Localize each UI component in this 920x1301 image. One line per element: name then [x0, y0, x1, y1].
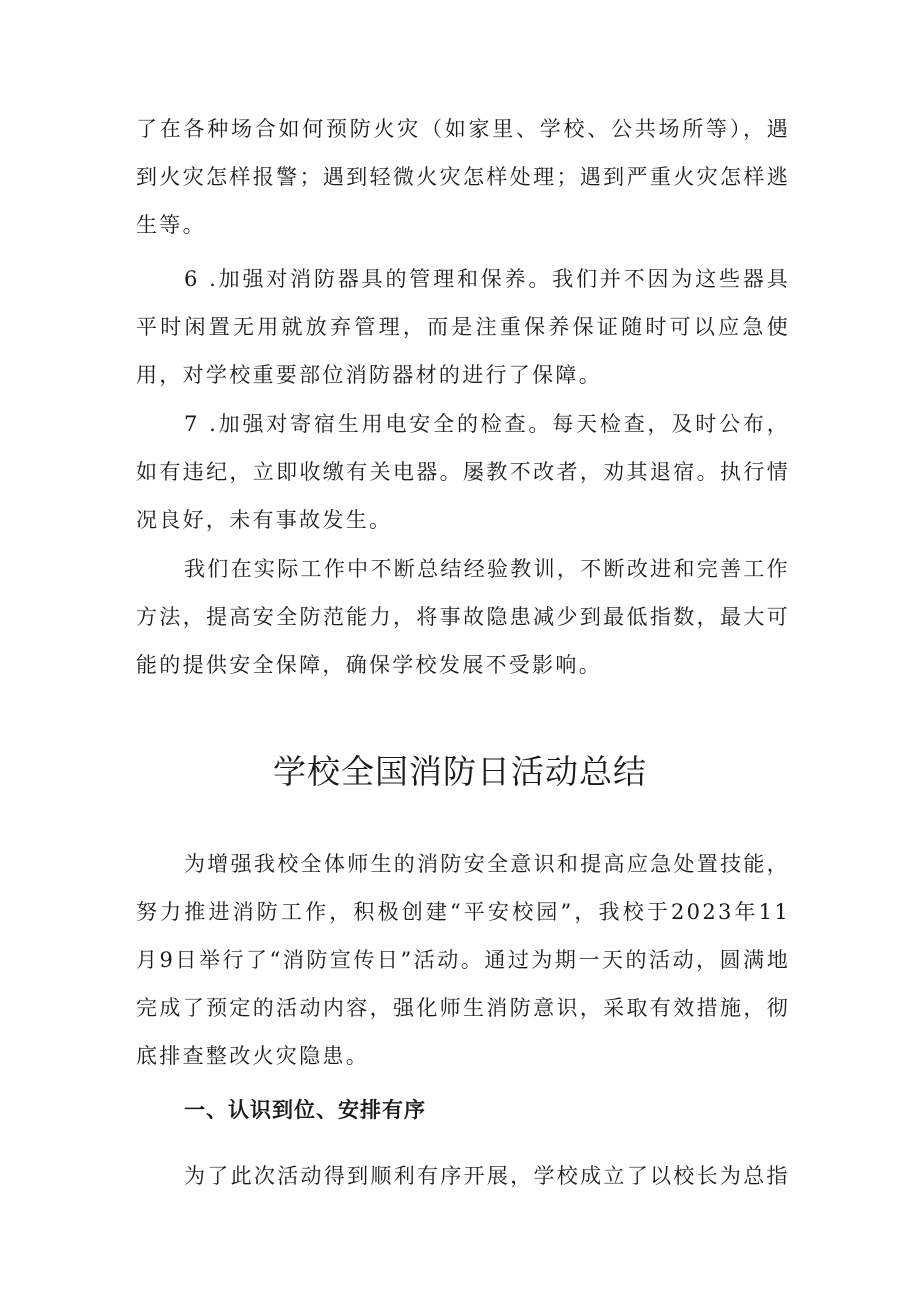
paragraph-conclusion: 我们在实际工作中不断总结经验教训，不断改进和完善工作方法，提高安全防范能力，将事故隐患减少到最低指数，最大可能的提供安全保障，确保学校发展不受影响。 — [136, 557, 790, 677]
paragraph-continued: 了在各种场合如何预防火灾（如家里、学校、公共场所等），遇到火灾怎样报警；遇到轻微火灾怎样处理；遇到严重火灾怎样逃生等。 — [136, 117, 790, 237]
document-title: 学校全国消防日活动总结 — [273, 752, 647, 791]
paragraph-item-6: 6 .加强对消防器具的管理和保养。我们并不因为这些器具平时闲置无用就放弃管理，而是注重保养保证随时可以应急使用，对学校重要部位消防器材的进行了保障。 — [136, 267, 790, 387]
paragraph-intro: 为增强我校全体师生的消防安全意识和提高应急处置技能，努力推进消防工作，积极创建“平安校园”，我校于2023年11月9日举行了“消防宣传日”活动。通过为期一天的活动，圆满地完成了预定的活动内容，强化师生消防意识，采取有效措施，彻底排查整改火灾隐患。 — [136, 852, 790, 1068]
section-heading: 一、认识到位、安排有序 — [184, 1098, 426, 1122]
paragraph-section-1: 为了此次活动得到顺利有序开展，学校成立了以校长为总指 — [184, 1164, 790, 1188]
paragraph-item-7: 7 .加强对寄宿生用电安全的检查。每天检查，及时公布，如有违纪，立即收缴有关电器。屡教不改者，劝其退宿。执行情况良好，未有事故发生。 — [136, 412, 790, 532]
